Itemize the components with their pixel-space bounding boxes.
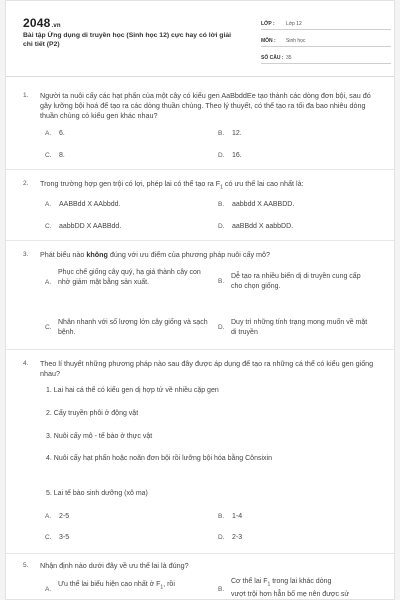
option-d[interactable]: D. aaBBdd X aabbDD.: [218, 223, 294, 230]
option-d[interactable]: D. Duy trì những tính trạng mong muốn về mặt di truyền: [218, 319, 368, 336]
divider: [6, 169, 395, 170]
statement-4: 4. Nuôi cấy hạt phấn hoặc noãn đơn bội rồi lưỡng bội hóa bằng Cônsixin: [46, 455, 272, 462]
option-d[interactable]: D. 2-3: [218, 534, 243, 541]
document-meta: [261, 16, 391, 67]
option-b[interactable]: B. aabbdd X AABBDD.: [218, 201, 295, 208]
option-a[interactable]: A. Phục chế giống cây quý, hạ giá thành cây con nhờ giảm mặt bằng sản xuất.: [45, 269, 201, 286]
meta-count-value: 35: [286, 55, 292, 61]
option-b[interactable]: B. Cơ thể lai $F_1$ trong lai khác dòng vượt trội hơn hẳn bố mẹ nên được sử: [218, 578, 350, 598]
option-a[interactable]: A. Ưu thế lai biểu hiện cao nhất ở $F_1$, rồi: [45, 581, 175, 593]
meta-subject-value: Sinh học: [286, 38, 306, 44]
option-a[interactable]: A. 2-5: [45, 513, 70, 520]
meta-class-row: [261, 16, 391, 30]
question-text: Nhận định nào dưới đây về ưu thế lai là đúng?: [40, 561, 189, 570]
option-a[interactable]: A. AABBdd X AAbbdd.: [45, 201, 121, 208]
question-text: Phát biểu nào không đúng với ưu điểm của phương pháp nuôi cấy mô?: [40, 250, 271, 259]
question-number: 2.: [23, 180, 29, 187]
divider: [6, 553, 395, 554]
question-text: Theo lí thuyết những phương pháp nào sau đây được áp dụng để tạo ra những cá thể có kiểu gen giống nhau?: [40, 359, 374, 378]
meta-subject-label: MÔN :: [261, 38, 276, 44]
option-b[interactable]: B. 1-4: [218, 513, 243, 520]
question-number: 3.: [23, 251, 29, 258]
meta-count-label: SỐ CÂU :: [261, 55, 284, 61]
statement-1: 1. Lai hai cá thể có kiểu gen dị hợp tử về nhiều cặp gen: [46, 387, 219, 394]
option-b[interactable]: B. Dễ tạo ra nhiều biến dị di truyền cung cấp cho chọn giống.: [218, 273, 361, 290]
question-number: 5.: [23, 562, 29, 569]
question-number: 1.: [23, 92, 29, 99]
site-logo[interactable]: 2048.vn: [23, 16, 61, 30]
question-text: Người ta nuôi cấy các hạt phấn của một cây có kiểu gen AaBbddEe tạo thành các dòng đơn bội, sau đó gây lưỡng bội hoá để tạo ra các dòng thuần chủng. Theo lý thuyết, có thể tạo ra tối đa bao nhiêu dòng thuần chủng có kiểu gen khác nhau?: [40, 91, 371, 120]
option-c[interactable]: C. aabbDD X AABBdd.: [45, 223, 122, 230]
divider: [6, 240, 395, 241]
question-number: 4.: [23, 360, 29, 367]
meta-class-label: LỚP :: [261, 21, 275, 27]
document-title: Bài tập Ứng dụng di truyền học (Sinh học 12) cực hay có lời giải chi tiết (P2): [23, 32, 231, 48]
meta-subject-row: [261, 33, 391, 47]
option-a[interactable]: A. 6.: [45, 130, 65, 137]
meta-count-row: [261, 50, 391, 64]
option-c[interactable]: C. 3-5: [45, 534, 70, 541]
option-d[interactable]: D. 16.: [218, 152, 242, 159]
divider: [6, 349, 395, 350]
option-c[interactable]: C. Nhân nhanh với số lượng lớn cây giống và sạch bệnh.: [45, 319, 208, 336]
option-c[interactable]: C. 8.: [45, 152, 65, 159]
meta-class-value: Lớp 12: [286, 21, 302, 27]
statement-3: 3. Nuôi cấy mô - tế bào ở thực vật: [46, 433, 153, 440]
statement-2: 2. Cấy truyền phôi ở động vật: [46, 410, 139, 417]
statement-5: 5. Lai tế bào sinh dưỡng (xô ma): [46, 490, 148, 497]
question-text: Trong trường hợp gen trội có lợi, phép lai có thể tạo ra $F_1$ có ưu thế lai cao nhất là:: [40, 179, 304, 191]
document-page: [5, 0, 395, 600]
document-header: [6, 1, 394, 77]
option-b[interactable]: B. 12.: [218, 130, 242, 137]
